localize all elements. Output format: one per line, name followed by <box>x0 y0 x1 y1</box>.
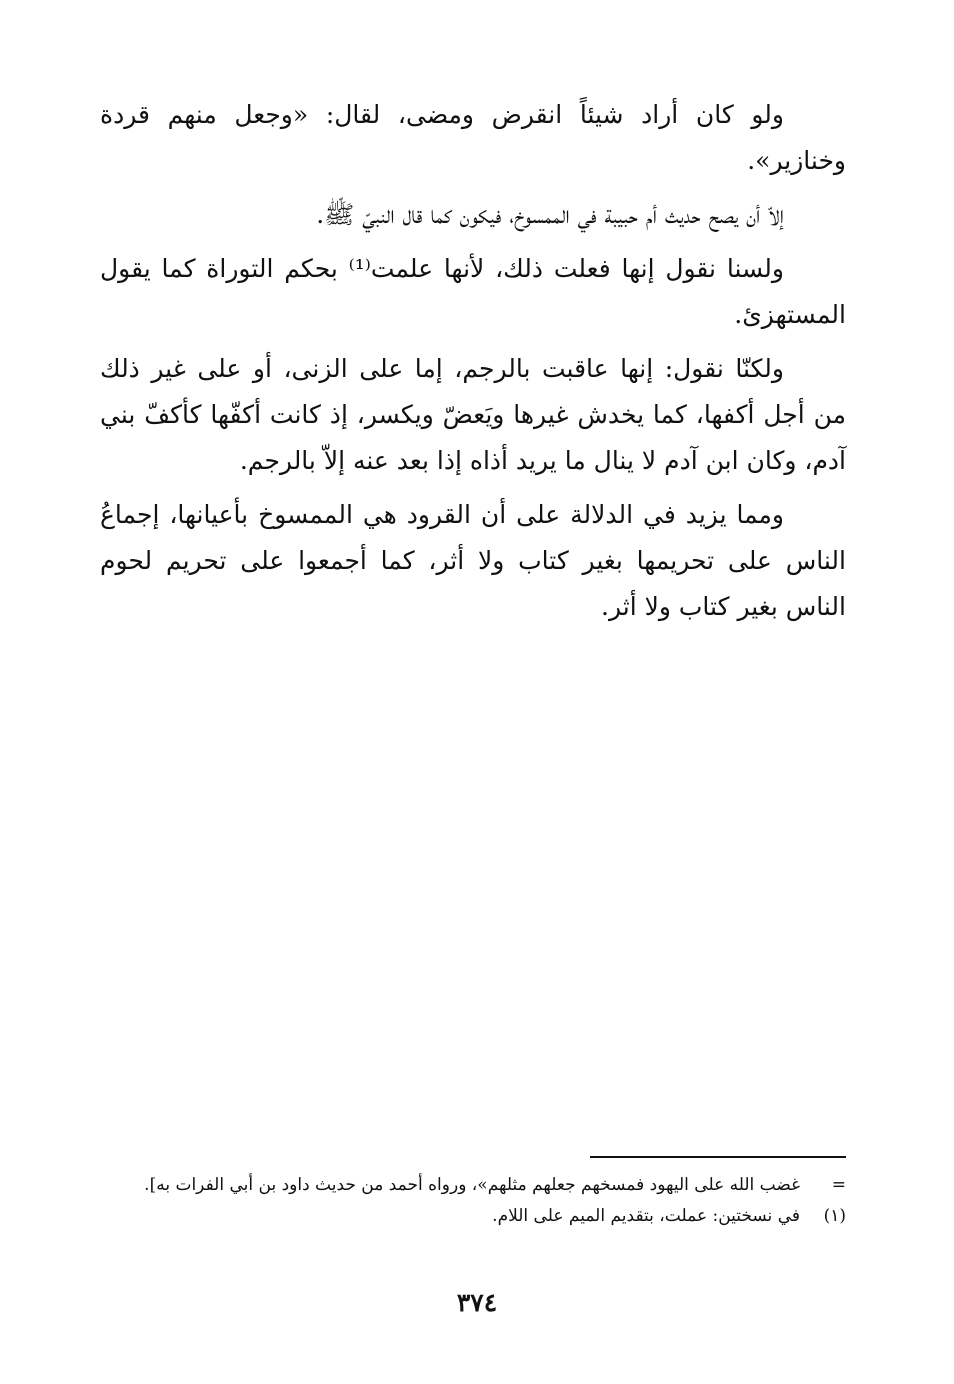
footnotes <box>100 1170 846 1232</box>
footnote-continuation-marker: = <box>831 1175 846 1195</box>
paragraph-4: ولكنّا نقول: إنها عاقبت بالرجم، إما على الزنى، أو على غير ذلك من أجل أكفها، كما يخدش غيرها ويَعضّ ويكسر، إذ كانت أكفّها كأكفّ بني آدم، وكان ابن آدم لا ينال ما يريد أذاه إذا بعد عنه إلاّ بالرجم. <box>100 354 846 475</box>
paragraph-2: إلاّ أن يصح حديث أم حبيبة في الممسوخ، فيكون كما قال النبيّ ﷺ. <box>316 200 784 229</box>
footnote-1-marker: (١) <box>823 1206 846 1226</box>
paragraph-5: ومما يزيد في الدلالة على أن القرود هي الممسوخ بأعيانها، إجماعُ الناس على تحريمها بغير كتاب ولا أثر، كما أجمعوا على تحريم لحوم الناس بغير كتاب ولا أثر. <box>100 500 846 621</box>
footnote-continued <box>100 1170 846 1201</box>
paragraph-3: ولسنا نقول إنها فعلت ذلك، لأنها علمت⁽¹⁾ بحكم التوراة كما يقول المستهزئ. <box>100 254 846 329</box>
paragraph-1: ولو كان أراد شيئاً انقرض ومضى، لقال: «وجعل منهم قردة وخنازير». <box>100 100 846 175</box>
page-number: ٣٧٤ <box>456 1288 498 1317</box>
footnote-1-text: في نسختين: عملت، بتقديم الميم على اللام. <box>492 1206 800 1226</box>
footnote-separator <box>590 1156 846 1158</box>
footnote-1 <box>100 1201 846 1232</box>
footnote-continued-text: غضب الله على اليهود فمسخهم جعلهم مثلهم»، ورواه أحمد من حديث داود بن أبي الفرات به]. <box>144 1175 800 1195</box>
main-text <box>100 92 846 638</box>
